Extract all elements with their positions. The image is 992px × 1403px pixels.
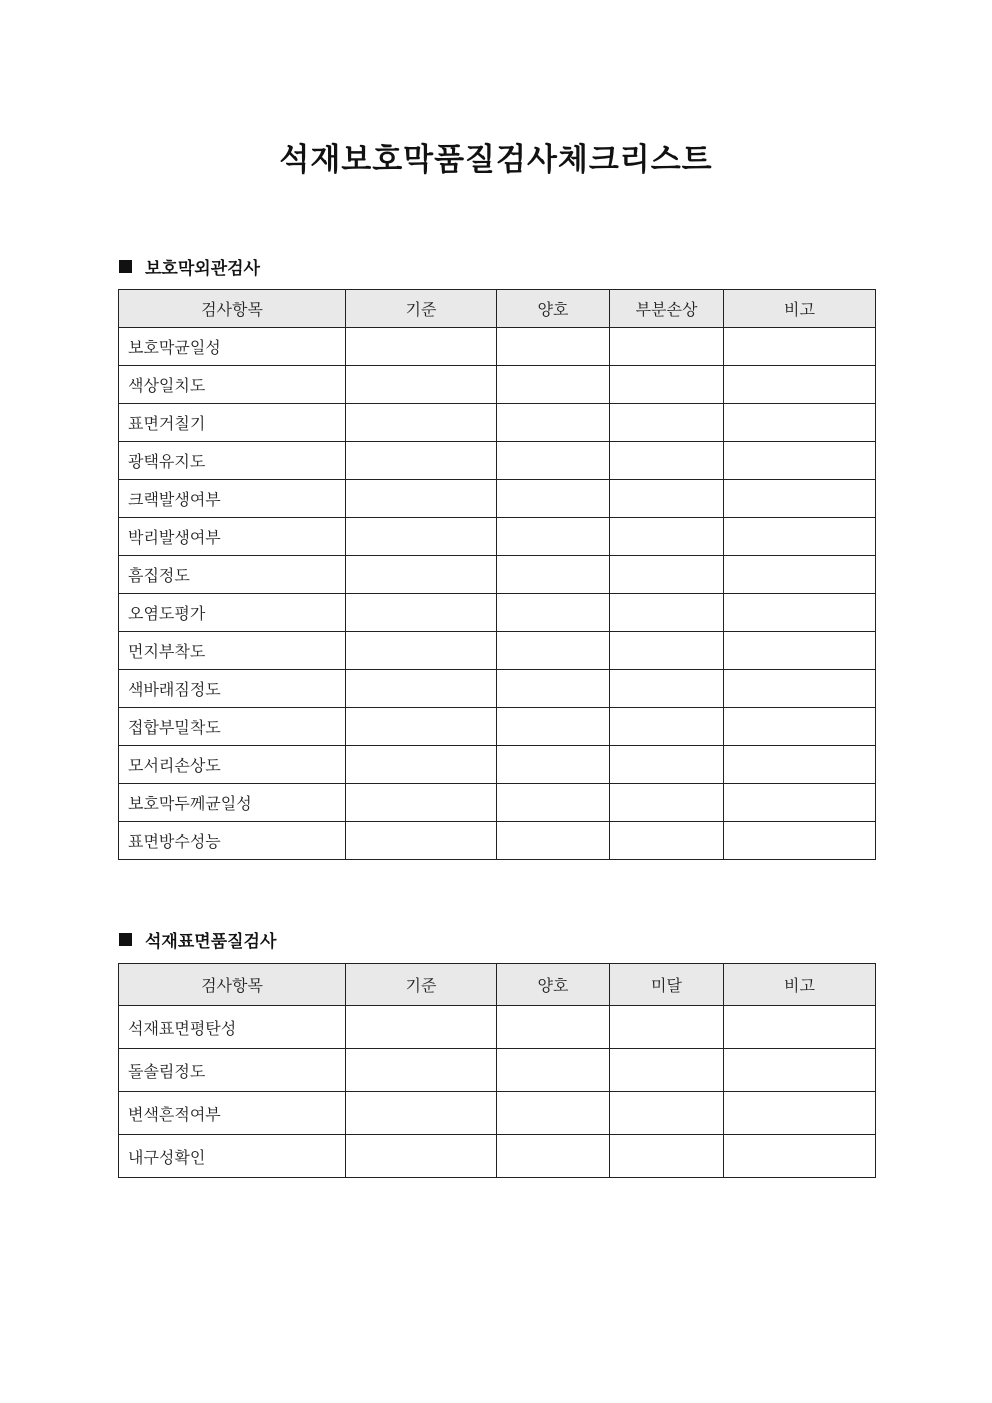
good-cell[interactable] bbox=[497, 708, 610, 746]
square-bullet-icon bbox=[119, 260, 132, 273]
section-heading-label: 석재표면품질검사 bbox=[145, 932, 277, 952]
standard-cell[interactable] bbox=[346, 442, 497, 480]
inspection-item-label: 보호막균일성 bbox=[119, 328, 346, 366]
inspection-item-label: 먼지부착도 bbox=[119, 632, 346, 670]
standard-cell[interactable] bbox=[346, 518, 497, 556]
standard-cell[interactable] bbox=[346, 746, 497, 784]
table-row bbox=[119, 594, 876, 632]
table-row bbox=[119, 708, 876, 746]
status-cell[interactable] bbox=[610, 1092, 724, 1135]
good-cell[interactable] bbox=[497, 328, 610, 366]
good-cell[interactable] bbox=[497, 366, 610, 404]
good-cell[interactable] bbox=[497, 480, 610, 518]
column-header: 기준 bbox=[346, 290, 497, 328]
standard-cell[interactable] bbox=[346, 404, 497, 442]
good-cell[interactable] bbox=[497, 632, 610, 670]
remarks-cell[interactable] bbox=[724, 556, 876, 594]
column-header: 검사항목 bbox=[119, 964, 346, 1006]
standard-cell[interactable] bbox=[346, 1006, 497, 1049]
good-cell[interactable] bbox=[497, 442, 610, 480]
remarks-cell[interactable] bbox=[724, 822, 876, 860]
standard-cell[interactable] bbox=[346, 556, 497, 594]
inspection-item-label: 박리발생여부 bbox=[119, 518, 346, 556]
remarks-cell[interactable] bbox=[724, 1049, 876, 1092]
stone-surface-inspection-table bbox=[118, 963, 876, 1178]
good-cell[interactable] bbox=[497, 404, 610, 442]
table-row bbox=[119, 556, 876, 594]
status-cell[interactable] bbox=[610, 366, 724, 404]
standard-cell[interactable] bbox=[346, 366, 497, 404]
table-row bbox=[119, 1049, 876, 1092]
inspection-item-label: 내구성확인 bbox=[119, 1135, 346, 1178]
remarks-cell[interactable] bbox=[724, 708, 876, 746]
status-cell[interactable] bbox=[610, 518, 724, 556]
column-header: 양호 bbox=[497, 964, 610, 1006]
inspection-item-label: 모서리손상도 bbox=[119, 746, 346, 784]
standard-cell[interactable] bbox=[346, 784, 497, 822]
table-row bbox=[119, 822, 876, 860]
status-cell[interactable] bbox=[610, 1135, 724, 1178]
column-header: 부분손상 bbox=[610, 290, 724, 328]
column-header: 양호 bbox=[497, 290, 610, 328]
standard-cell[interactable] bbox=[346, 594, 497, 632]
inspection-item-label: 변색흔적여부 bbox=[119, 1092, 346, 1135]
table-row bbox=[119, 1092, 876, 1135]
table-row bbox=[119, 328, 876, 366]
good-cell[interactable] bbox=[497, 784, 610, 822]
status-cell[interactable] bbox=[610, 480, 724, 518]
good-cell[interactable] bbox=[497, 1092, 610, 1135]
inspection-item-label: 표면거칠기 bbox=[119, 404, 346, 442]
remarks-cell[interactable] bbox=[724, 784, 876, 822]
inspection-item-label: 색상일치도 bbox=[119, 366, 346, 404]
column-header: 비고 bbox=[724, 964, 876, 1006]
standard-cell[interactable] bbox=[346, 328, 497, 366]
good-cell[interactable] bbox=[497, 746, 610, 784]
status-cell[interactable] bbox=[610, 404, 724, 442]
remarks-cell[interactable] bbox=[724, 366, 876, 404]
good-cell[interactable] bbox=[497, 670, 610, 708]
table-row bbox=[119, 480, 876, 518]
remarks-cell[interactable] bbox=[724, 480, 876, 518]
standard-cell[interactable] bbox=[346, 822, 497, 860]
inspection-item-label: 광택유지도 bbox=[119, 442, 346, 480]
status-cell[interactable] bbox=[610, 556, 724, 594]
column-header: 비고 bbox=[724, 290, 876, 328]
table-row bbox=[119, 1135, 876, 1178]
square-bullet-icon bbox=[119, 933, 132, 946]
inspection-item-label: 돌솔림정도 bbox=[119, 1049, 346, 1092]
remarks-cell[interactable] bbox=[724, 1135, 876, 1178]
standard-cell[interactable] bbox=[346, 632, 497, 670]
remarks-cell[interactable] bbox=[724, 328, 876, 366]
remarks-cell[interactable] bbox=[724, 670, 876, 708]
good-cell[interactable] bbox=[497, 1135, 610, 1178]
good-cell[interactable] bbox=[497, 518, 610, 556]
standard-cell[interactable] bbox=[346, 1135, 497, 1178]
status-cell[interactable] bbox=[610, 594, 724, 632]
column-header: 기준 bbox=[346, 964, 497, 1006]
remarks-cell[interactable] bbox=[724, 518, 876, 556]
good-cell[interactable] bbox=[497, 1049, 610, 1092]
table-row bbox=[119, 518, 876, 556]
table-row bbox=[119, 670, 876, 708]
remarks-cell[interactable] bbox=[724, 1092, 876, 1135]
table-row bbox=[119, 1006, 876, 1049]
standard-cell[interactable] bbox=[346, 670, 497, 708]
inspection-item-label: 표면방수성능 bbox=[119, 822, 346, 860]
column-header: 미달 bbox=[610, 964, 724, 1006]
table-header-row bbox=[119, 290, 876, 328]
standard-cell[interactable] bbox=[346, 1092, 497, 1135]
status-cell[interactable] bbox=[610, 784, 724, 822]
inspection-item-label: 석재표면평탄성 bbox=[119, 1006, 346, 1049]
section-heading-label: 보호막외관검사 bbox=[145, 259, 260, 279]
good-cell[interactable] bbox=[497, 822, 610, 860]
inspection-item-label: 색바래짐정도 bbox=[119, 670, 346, 708]
status-cell[interactable] bbox=[610, 670, 724, 708]
page-title: 석재보호막품질검사체크리스트 bbox=[279, 142, 713, 178]
status-cell[interactable] bbox=[610, 328, 724, 366]
remarks-cell[interactable] bbox=[724, 442, 876, 480]
section-heading-protective-film bbox=[119, 254, 260, 279]
status-cell[interactable] bbox=[610, 1006, 724, 1049]
good-cell[interactable] bbox=[497, 556, 610, 594]
remarks-cell[interactable] bbox=[724, 632, 876, 670]
standard-cell[interactable] bbox=[346, 1049, 497, 1092]
status-cell[interactable] bbox=[610, 746, 724, 784]
table-row bbox=[119, 784, 876, 822]
inspection-item-label: 보호막두께균일성 bbox=[119, 784, 346, 822]
standard-cell[interactable] bbox=[346, 708, 497, 746]
remarks-cell[interactable] bbox=[724, 594, 876, 632]
remarks-cell[interactable] bbox=[724, 746, 876, 784]
good-cell[interactable] bbox=[497, 594, 610, 632]
inspection-item-label: 흠집정도 bbox=[119, 556, 346, 594]
column-header: 검사항목 bbox=[119, 290, 346, 328]
status-cell[interactable] bbox=[610, 632, 724, 670]
status-cell[interactable] bbox=[610, 442, 724, 480]
good-cell[interactable] bbox=[497, 1006, 610, 1049]
status-cell[interactable] bbox=[610, 822, 724, 860]
table-row bbox=[119, 632, 876, 670]
section-heading-stone-surface bbox=[119, 927, 276, 952]
remarks-cell[interactable] bbox=[724, 1006, 876, 1049]
table-header-row bbox=[119, 964, 876, 1006]
table-row bbox=[119, 366, 876, 404]
table-row bbox=[119, 746, 876, 784]
inspection-item-label: 오염도평가 bbox=[119, 594, 346, 632]
protective-film-inspection-table bbox=[118, 289, 876, 860]
table-row bbox=[119, 404, 876, 442]
status-cell[interactable] bbox=[610, 1049, 724, 1092]
standard-cell[interactable] bbox=[346, 480, 497, 518]
status-cell[interactable] bbox=[610, 708, 724, 746]
remarks-cell[interactable] bbox=[724, 404, 876, 442]
inspection-item-label: 접합부밀착도 bbox=[119, 708, 346, 746]
table-row bbox=[119, 442, 876, 480]
inspection-item-label: 크랙발생여부 bbox=[119, 480, 346, 518]
